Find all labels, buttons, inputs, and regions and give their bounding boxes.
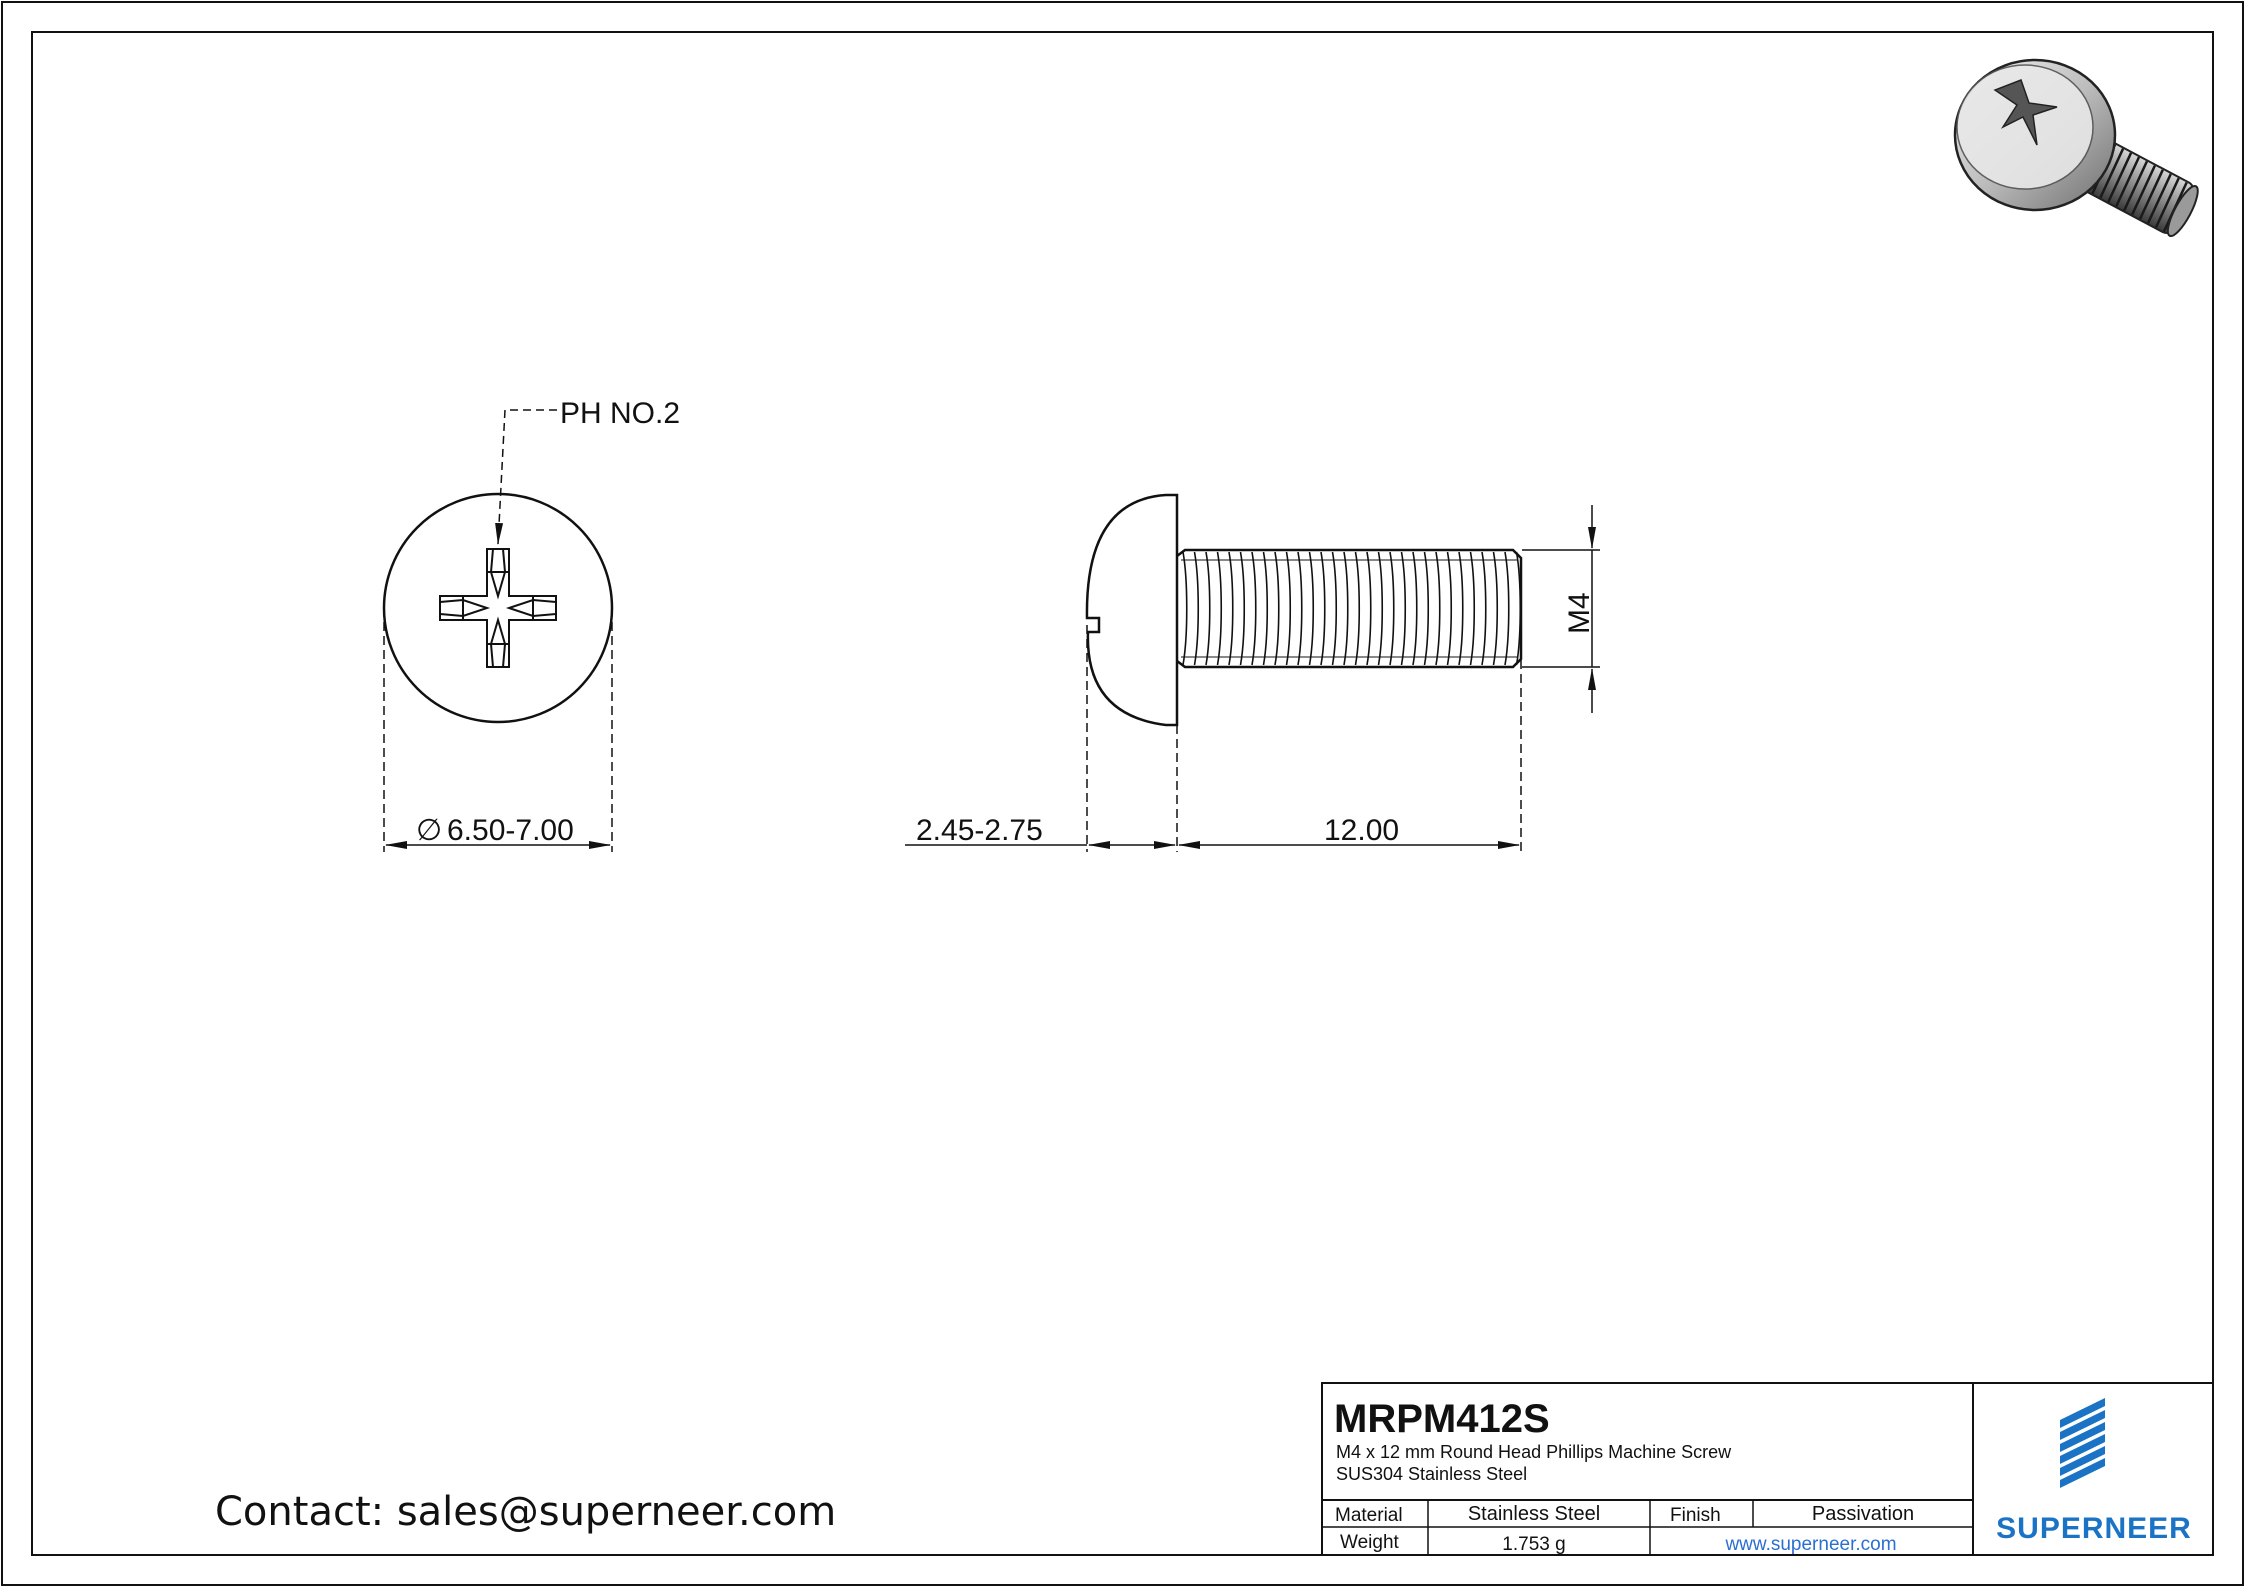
thread-crest xyxy=(1448,552,1452,665)
material-value: Stainless Steel xyxy=(1467,1503,1601,1525)
thread-crest xyxy=(1517,552,1521,665)
top-view xyxy=(384,397,680,852)
thread-crest xyxy=(1241,552,1245,665)
thread-crest xyxy=(1310,552,1314,665)
phillips-recess xyxy=(440,549,556,667)
weight-value: 1.753 g xyxy=(1502,1534,1566,1555)
thread-crest xyxy=(1390,552,1394,665)
diameter-dimension: 6.50-7.00 xyxy=(447,814,574,847)
contact-text: Contact: sales@superneer.com xyxy=(215,1489,837,1535)
description-line1: M4 x 12 mm Round Head Phillips Machine Screw xyxy=(1336,1442,1732,1462)
thread-crest xyxy=(1436,552,1440,665)
head-outline xyxy=(384,494,612,722)
side-view xyxy=(905,495,1600,852)
title-block xyxy=(1322,1383,2213,1555)
thread-crest xyxy=(1321,552,1325,665)
thread-crest xyxy=(1298,552,1302,665)
drive-leader xyxy=(498,410,557,544)
thread-crest xyxy=(1459,552,1463,665)
finish-value: Passivation xyxy=(1811,1503,1915,1525)
thread-crest xyxy=(1229,552,1233,665)
thread-crest xyxy=(1218,552,1222,665)
thread-shank xyxy=(1177,550,1521,667)
weight-label: Weight xyxy=(1340,1532,1399,1553)
thread-crest xyxy=(1367,552,1371,665)
thread-crest xyxy=(1333,552,1337,665)
diameter-symbol: ∅ xyxy=(416,814,443,847)
thread-crest xyxy=(1344,552,1348,665)
thread-crest xyxy=(1379,552,1383,665)
thread-crest xyxy=(1471,552,1475,665)
length-dimension: 12.00 xyxy=(1324,814,1400,847)
thread-crest xyxy=(1264,552,1268,665)
thread-crest xyxy=(1183,552,1187,665)
thread-crest xyxy=(1356,552,1360,665)
thread-crest xyxy=(1195,552,1199,665)
inner-border xyxy=(32,32,2213,1555)
outer-border xyxy=(2,2,2243,1585)
thread-crest xyxy=(1505,552,1509,665)
website-link[interactable]: www.superneer.com xyxy=(1725,1534,1897,1555)
brand-name: SUPERNEER xyxy=(1996,1512,2192,1545)
thread-crest xyxy=(1494,552,1498,665)
thread-crest xyxy=(1287,552,1291,665)
thread-crest xyxy=(1402,552,1406,665)
drive-callout: PH NO.2 xyxy=(560,397,681,430)
part-number: MRPM412S xyxy=(1334,1397,1550,1441)
thread-crest xyxy=(1413,552,1417,665)
screw-3d-icon xyxy=(1955,60,2203,240)
thread-crest xyxy=(1425,552,1429,665)
thread-crest xyxy=(1252,552,1256,665)
material-label: Material xyxy=(1335,1505,1403,1526)
thread-crest xyxy=(1482,552,1486,665)
description-line2: SUS304 Stainless Steel xyxy=(1336,1464,1528,1484)
finish-label: Finish xyxy=(1670,1505,1721,1526)
head-height-dimension: 2.45-2.75 xyxy=(916,814,1043,847)
thread-crest xyxy=(1206,552,1210,665)
head-profile xyxy=(1087,495,1177,725)
thread-dimension: M4 xyxy=(1563,592,1596,634)
thread-crest xyxy=(1275,552,1279,665)
